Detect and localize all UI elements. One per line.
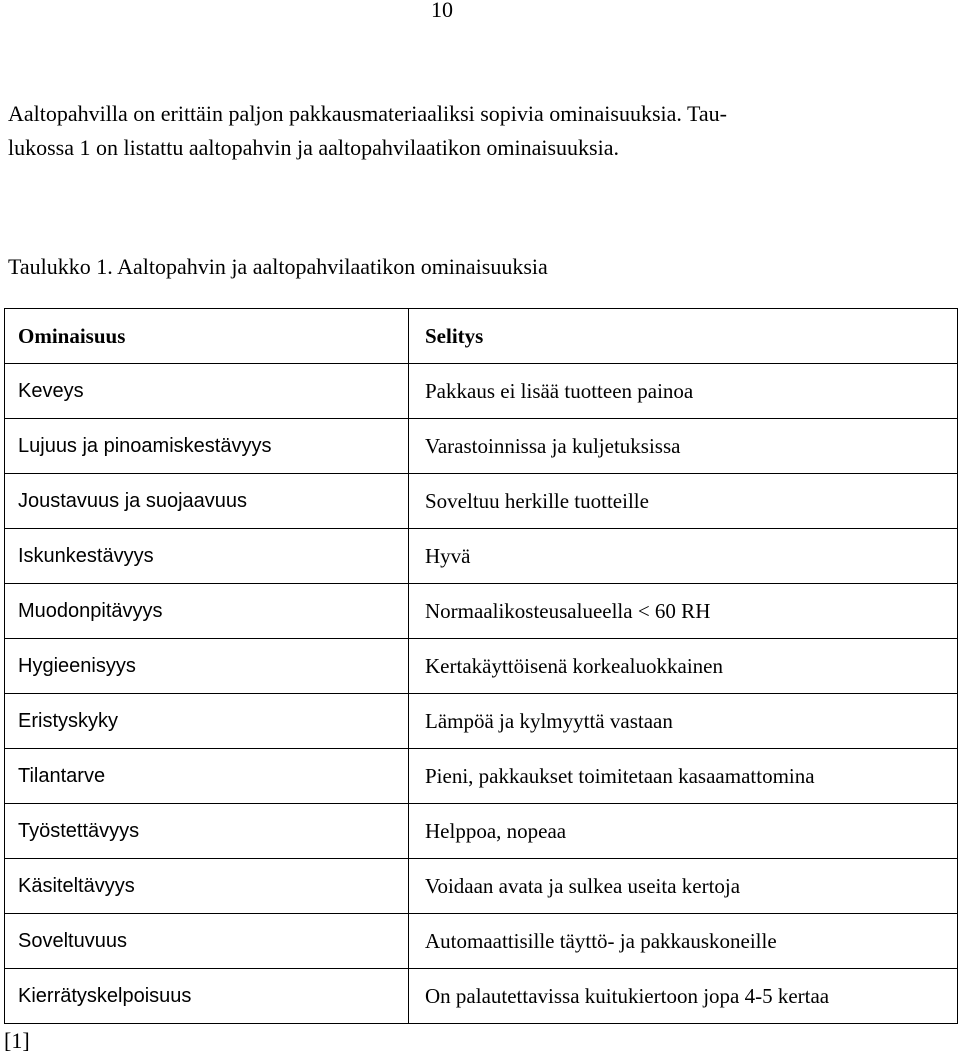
- property-cell: Joustavuus ja suojaavuus: [5, 474, 409, 529]
- table-row: [5, 859, 958, 914]
- table-row: [5, 804, 958, 859]
- property-cell: Keveys: [5, 364, 409, 419]
- intro-line-1: Aaltopahvilla on erittäin paljon pakkausmateriaaliksi sopivia ominaisuuksia. Tau-: [8, 101, 727, 126]
- property-cell: Eristyskyky: [5, 694, 409, 749]
- explanation-cell: Soveltuu herkille tuotteille: [409, 474, 958, 529]
- table-caption: Taulukko 1. Aaltopahvin ja aaltopahvilaatikon ominaisuuksia: [8, 254, 548, 279]
- explanation-cell: On palautettavissa kuitukiertoon jopa 4-5 kertaa: [409, 969, 958, 1024]
- explanation-cell: Hyvä: [409, 529, 958, 584]
- property-cell: Työstettävyys: [5, 804, 409, 859]
- property-cell: Kierrätyskelpoisuus: [5, 969, 409, 1024]
- explanation-cell: Voidaan avata ja sulkea useita kertoja: [409, 859, 958, 914]
- table-row: [5, 914, 958, 969]
- source-reference: [1]: [4, 1028, 30, 1053]
- explanation-cell: Varastoinnissa ja kuljetuksissa: [409, 419, 958, 474]
- property-cell: Tilantarve: [5, 749, 409, 804]
- explanation-cell: Automaattisille täyttö- ja pakkauskoneille: [409, 914, 958, 969]
- table-row: [5, 529, 958, 584]
- table-row: [5, 474, 958, 529]
- header-property: Ominaisuus: [5, 309, 409, 364]
- intro-paragraph: [8, 97, 928, 165]
- table-row: [5, 419, 958, 474]
- explanation-cell: Pakkaus ei lisää tuotteen painoa: [409, 364, 958, 419]
- table-row: [5, 639, 958, 694]
- explanation-cell: Kertakäyttöisenä korkealuokkainen: [409, 639, 958, 694]
- property-cell: Muodonpitävyys: [5, 584, 409, 639]
- property-cell: Hygieenisyys: [5, 639, 409, 694]
- table-row: [5, 694, 958, 749]
- properties-table: [4, 308, 958, 1024]
- explanation-cell: Lämpöä ja kylmyyttä vastaan: [409, 694, 958, 749]
- header-explanation: Selitys: [409, 309, 958, 364]
- property-cell: Lujuus ja pinoamiskestävyys: [5, 419, 409, 474]
- page-number: 10: [431, 0, 453, 22]
- property-cell: Soveltuvuus: [5, 914, 409, 969]
- table-row: [5, 584, 958, 639]
- table-header-row: [5, 309, 958, 364]
- explanation-cell: Normaalikosteusalueella < 60 RH: [409, 584, 958, 639]
- table-row: [5, 749, 958, 804]
- table-row: [5, 364, 958, 419]
- property-cell: Käsiteltävyys: [5, 859, 409, 914]
- intro-line-2: lukossa 1 on listattu aaltopahvin ja aaltopahvilaatikon ominaisuuksia.: [8, 135, 619, 160]
- explanation-cell: Helppoa, nopeaa: [409, 804, 958, 859]
- property-cell: Iskunkestävyys: [5, 529, 409, 584]
- table-row: [5, 969, 958, 1024]
- explanation-cell: Pieni, pakkaukset toimitetaan kasaamattomina: [409, 749, 958, 804]
